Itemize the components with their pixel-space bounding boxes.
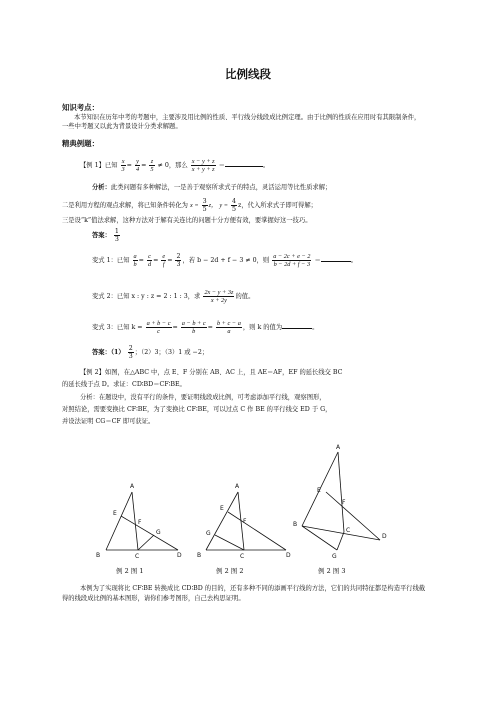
figure-1-label-e: E	[113, 510, 117, 517]
figure-3-label-e: E	[317, 487, 321, 494]
figure-3-caption: 例 2 图 3	[318, 567, 346, 575]
fraction: $\frac{a + b - c}{c}$	[146, 320, 171, 335]
fraction: $\frac{a}{b}$	[133, 253, 137, 268]
figure-2-label-e: E	[220, 505, 224, 512]
figure-labels	[96, 444, 387, 560]
analysis-2-line-1: 分析：在题设中，没有平行的条件，要证明线段成比例，可考虑添加平行线，观察图形，	[80, 394, 326, 401]
figure-3-label-c: C	[346, 527, 351, 534]
figure-2-label-a: A	[235, 483, 240, 490]
figure-3-label-g: G	[332, 553, 337, 560]
answer-blank	[282, 322, 312, 329]
figure-2-label-g: G	[206, 530, 211, 537]
page-title: 比例线段	[225, 67, 271, 81]
fraction: $\frac{e}{f}$	[162, 253, 166, 268]
figure-1-label-c: C	[135, 553, 140, 560]
fraction: $\frac{2}{3}$	[176, 253, 181, 268]
fraction: $\frac{x}{3}$	[121, 158, 125, 173]
figure-1-caption: 例 2 图 1	[116, 567, 144, 575]
fraction: $\frac{2}{3}$	[128, 345, 133, 360]
figure-3-label-d: D	[382, 533, 387, 540]
fraction: $\frac{c}{d}$	[147, 253, 152, 268]
fraction: $\frac{a - 2c + e - 2}{b - 2d + f - 3}$	[273, 253, 311, 268]
figure-3-label-a: A	[336, 444, 341, 451]
figure-1-diagram	[106, 492, 178, 550]
figure-2-label-b: B	[197, 552, 202, 559]
section-heading-examples: 精典例题：	[62, 139, 99, 148]
closing-paragraph: 本例为了实现将比 CF∶BE 转换成比 CD∶BD 的目的，还有多种不同的添画平行线的方法，它们的共同特征都是构造平行线截得的线段成比例的基本图形，请你们参考图形，自己去构思证明。	[62, 585, 426, 602]
figure-3-diagram	[302, 452, 380, 550]
figure-3-label-f: F	[342, 499, 346, 506]
figure-2-label-d: D	[286, 552, 291, 559]
condition-text: ≠ 0，那么	[157, 162, 188, 169]
answer-blank	[321, 255, 351, 262]
fraction: $\frac{b + c - a}{a}$	[216, 320, 241, 335]
answer-blank	[225, 160, 263, 167]
variant-1: 变式 1：已知 $\frac{a}{b}$ = $\frac{c}{d}$ = $\frac{e}{f}$ = $\frac{2}{3}$ ，若 b − 2d + f − 3 ≠ 0，则 $\frac{a - 2c + e - 2}{b - 2d + f - 3}$ ＝ 。	[92, 253, 358, 268]
analysis-1-line-1: 分析：此类问题有多种解法，一是善于观察所求式子的特点，灵活运用等比性质求解；	[92, 184, 332, 191]
fraction: $\frac{4}{5}$	[232, 198, 237, 213]
figure-1-label-g: G	[156, 529, 161, 536]
analysis-1-line-3: 三是设“k”值法求解，这种方法对于解有关连比的问题十分方便有效，要掌握好这一技巧。	[62, 217, 312, 224]
fraction: $\frac{x - y + z}{x + y + z}$	[191, 158, 215, 173]
answer-1: 答案： $\frac{1}{3}$	[92, 228, 119, 243]
answers-line: 答案：（1） $\frac{2}{3}$ ；（2）3；（3）1 或 −2；	[92, 345, 209, 360]
fraction: $\frac{y}{4}$	[135, 158, 140, 173]
example-1-label: 【例 1】已知	[80, 162, 118, 169]
figure-2-label-c: C	[240, 553, 245, 560]
intro-paragraph: 本节知识在历年中考的考题中，主要涉及用比例的性质、平行线分线段成比例定理。由于比例的性质在应用时有其限制条件，一些中考题又以此为背景设计分类求解题。	[62, 114, 421, 130]
fraction: $\frac{3}{5}$	[202, 198, 207, 213]
geometry-figures	[90, 440, 420, 570]
figure-1-label-d: D	[177, 552, 182, 559]
figure-1-label-b: B	[96, 552, 101, 559]
fraction: $\frac{z}{5}$	[150, 158, 154, 173]
fraction: $\frac{a - b + c}{b}$	[181, 320, 206, 335]
example-2-line-2: 的延长线于点 D。求证：CD∶BD＝CF∶BE。	[62, 381, 186, 388]
section-heading-points: 知识考点：	[62, 103, 99, 112]
figure-3-label-b: B	[293, 521, 298, 528]
example-2-line-1: 【例 2】如图，在△ABC 中，点 E、F 分别在 AB、AC 上，且 AE＝AF，EF 的延长线交 BC	[80, 369, 343, 376]
figure-2-caption: 例 2 图 2	[216, 567, 244, 575]
fraction: $\frac{2x - y + 3z}{x + 2y}$	[204, 289, 234, 304]
analysis-1-line-2: 二是利用方程的观点求解，将已知条件转化为 x = $\frac{3}{5}$ z， y = $\frac{4}{5}$ z，代入所求式子即可得解；	[62, 198, 317, 213]
figure-1-label-a: A	[130, 483, 135, 490]
example-1: 【例 1】已知 $\frac{x}{3}$ = $\frac{y}{4}$ = $\frac{z}{5}$ ≠ 0，那么 $\frac{x - y + z}{x + y + z}$ ＝ 。	[80, 158, 270, 173]
variant-2: 变式 2：已知 x : y : z = 2 : 1 : 3，求 $\frac{2x - y + 3z}{x + 2y}$ 的值。	[92, 289, 255, 304]
fraction: $\frac{1}{3}$	[114, 228, 119, 243]
figure-2-label-f: F	[243, 518, 247, 525]
analysis-2-line-3: 并设法证明 CG＝CF 即可获证。	[62, 418, 155, 425]
figure-1-label-f: F	[138, 519, 142, 526]
variant-3: 变式 3：已知 k = $\frac{a + b - c}{c}$ = $\frac{a - b + c}{b}$ = $\frac{b + c - a}{a}$ ，则 k 的值为 。	[92, 320, 319, 335]
analysis-2-line-2: 对照结论，需要变换比 CF∶BE，为了变换比 CF∶BE，可以过点 C 作 BE 的平行线交 ED 于 G，	[62, 406, 332, 413]
